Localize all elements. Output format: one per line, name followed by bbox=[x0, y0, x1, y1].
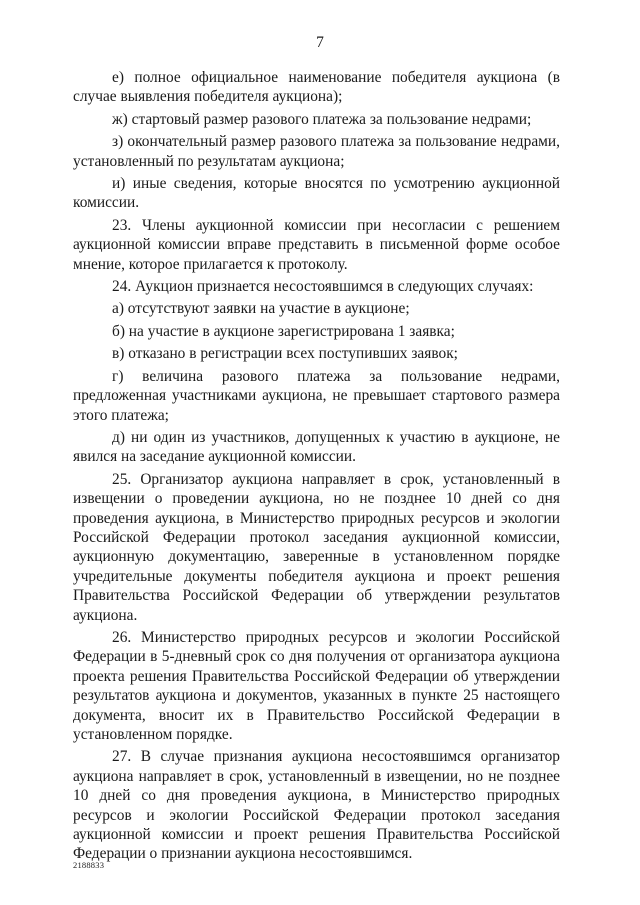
paragraph-item-z: з) окончательный размер разового платежа за пользование недрами, установленный по результатам аукциона; bbox=[73, 133, 560, 170]
paragraph-item-i: и) иные сведения, которые вносятся по усмотрению аукционной комиссии. bbox=[73, 175, 560, 212]
paragraph-item-a: а) отсутствуют заявки на участие в аукционе; bbox=[112, 300, 410, 318]
paragraph-item-b: б) на участие в аукционе зарегистрирована 1 заявка; bbox=[112, 322, 455, 340]
document-body bbox=[73, 68, 560, 867]
paragraph-item-g: г) величина разового платежа за пользование недрами, предложенная участниками аукциона, не превышает стартового размера этого платежа; bbox=[73, 367, 560, 424]
paragraph-23: 23. Члены аукционной комиссии при несогласии с решением аукционной комиссии вправе представить в письменной форме особое мнение, которое прилагается к протоколу. bbox=[73, 216, 560, 273]
paragraph-item-v: в) отказано в регистрации всех поступивших заявок; bbox=[112, 345, 458, 363]
paragraph-item-d: д) ни один из участников, допущенных к участию в аукционе, не явился на заседание аукционной комиссии. bbox=[73, 428, 560, 466]
paragraph-item-e: е) полное официальное наименование победителя аукциона (в случае выявления победителя аукциона); bbox=[73, 69, 560, 106]
footer-document-code: 2188833 bbox=[73, 860, 105, 870]
paragraph-24: 24. Аукцион признается несостоявшимся в следующих случаях: bbox=[112, 278, 534, 296]
paragraph-26: 26. Министерство природных ресурсов и экологии Российской Федерации в 5-дневный срок со дня получения от организатора аукциона проекта решения Правительства Российской Федерации об утверждении результатов аукциона и документов, указанных в пункте 25 настоящего документа, вносит их в Правительство Российской Федерации в установленном порядке. bbox=[73, 628, 560, 743]
paragraph-item-zh: ж) стартовый размер разового платежа за пользование недрами; bbox=[112, 110, 532, 128]
paragraph-27: 27. В случае признания аукциона несостоявшимся организатор аукциона направляет в срок, установленный в извещении, но не позднее 10 дней со дня проведения аукциона, в Министерство природных ресурсов и экологии Российской Федерации протокол заседания аукционной комиссии и проект решения Правительства Российской Федерации о признании аукциона несостоявшимся. bbox=[73, 748, 560, 863]
paragraph-25: 25. Организатор аукциона направляет в срок, установленный в извещении о проведении аукциона, но не позднее 10 дней со дня проведения аукциона, в Министерство природных ресурсов и экологии Российской Федерации протокол заседания аукционной комиссии, аукционную документацию, заверенные в установленном порядке учредительные документы победителя аукциона и проект решения Правительства Российской Федерации об утверждении результатов аукциона. bbox=[73, 470, 560, 624]
page-number: 7 bbox=[316, 34, 324, 51]
